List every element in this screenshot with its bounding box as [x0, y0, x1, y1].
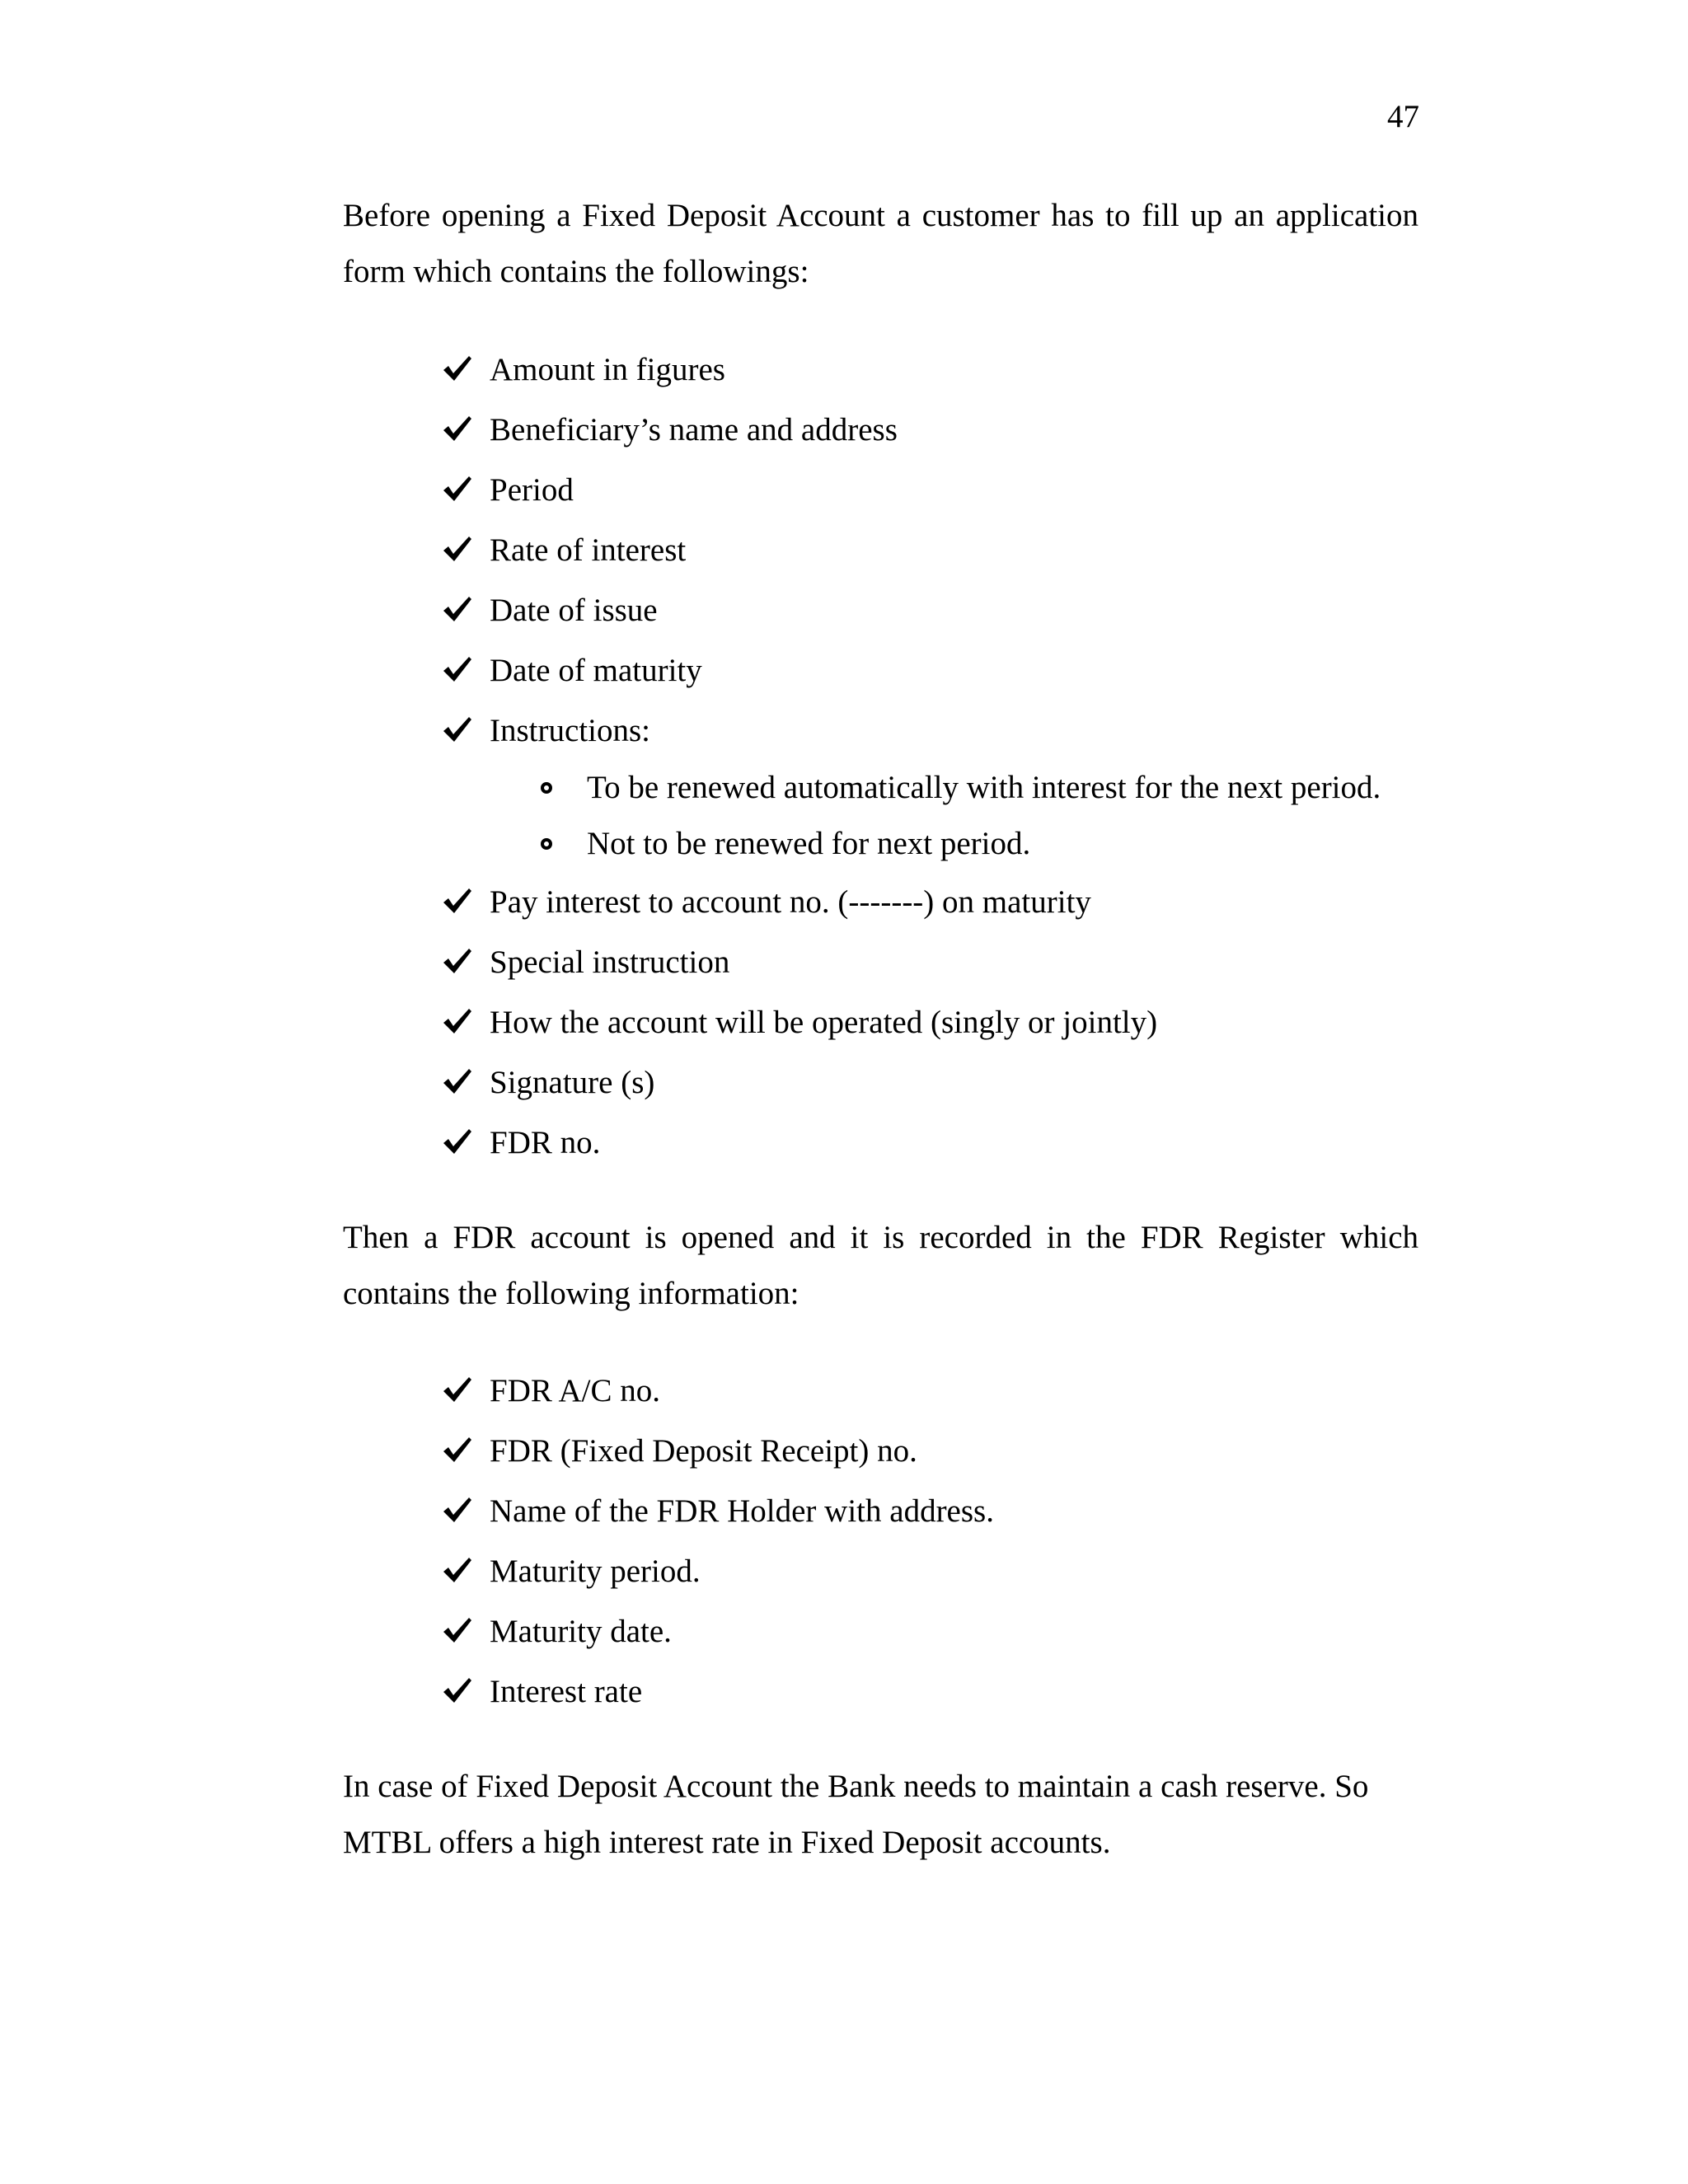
- checkmark-icon: [442, 415, 473, 443]
- list-item-text: Maturity date.: [490, 1614, 672, 1649]
- checkmark-icon: [442, 1556, 473, 1584]
- list-item-text: Date of maturity: [490, 653, 702, 688]
- hollow-circle-bullet-icon: [541, 838, 552, 850]
- checkmark-icon: [442, 947, 473, 975]
- checkmark-icon: [442, 1067, 473, 1095]
- closing-paragraph: In case of Fixed Deposit Account the Bank needs to maintain a cash reserve. So MTBL offers a high interest rate in Fixed Deposit accounts.: [343, 1769, 1369, 1860]
- list-item-text: Name of the FDR Holder with address.: [490, 1493, 994, 1529]
- checkmark-icon: [442, 1127, 473, 1155]
- checkmark-icon: [442, 1676, 473, 1704]
- checkmark-icon: [442, 475, 473, 503]
- checkmark-icon: [442, 1436, 473, 1464]
- list-item-text: Beneficiary’s name and address: [490, 412, 898, 448]
- list-item-text: FDR A/C no.: [490, 1373, 660, 1408]
- list-item-text: Interest rate: [490, 1674, 643, 1709]
- list-item-text: Pay interest to account no. (-------) on maturity: [490, 884, 1091, 920]
- sublist-item-text: To be renewed automatically with interest for the next period.: [587, 770, 1381, 805]
- checkmark-icon: [442, 354, 473, 382]
- checkmark-icon: [442, 887, 473, 915]
- list-item-text: Instructions:: [490, 713, 650, 748]
- list-item-text: FDR (Fixed Deposit Receipt) no.: [490, 1433, 917, 1469]
- list-item-text: Rate of interest: [490, 532, 687, 568]
- list-item-text: Signature (s): [490, 1065, 655, 1100]
- register-paragraph: Then a FDR account is opened and it is recorded in the FDR Register which contains the following information:: [343, 1220, 1418, 1311]
- checkmark-icon: [442, 1007, 473, 1035]
- list-item-text: Amount in figures: [490, 352, 725, 387]
- list-item-text: FDR no.: [490, 1125, 601, 1160]
- checkmark-icon: [442, 595, 473, 623]
- list-item-text: How the account will be operated (singly or jointly): [490, 1005, 1158, 1040]
- checkmark-icon: [442, 715, 473, 743]
- intro-paragraph: Before opening a Fixed Deposit Account a customer has to fill up an application form which contains the followings:: [343, 198, 1418, 289]
- page-number: 47: [1387, 99, 1419, 134]
- checkmark-icon: [442, 1496, 473, 1524]
- list-item-text: Maturity period.: [490, 1554, 701, 1589]
- checkmark-icon: [442, 655, 473, 683]
- list-item-text: Period: [490, 472, 574, 508]
- sublist-item-text: Not to be renewed for next period.: [587, 826, 1031, 861]
- hollow-circle-bullet-icon: [541, 782, 552, 794]
- checkmark-icon: [442, 535, 473, 563]
- checkmark-icon: [442, 1376, 473, 1404]
- list-item-text: Date of issue: [490, 593, 658, 628]
- checkmark-icon: [442, 1616, 473, 1644]
- list-item-text: Special instruction: [490, 944, 730, 980]
